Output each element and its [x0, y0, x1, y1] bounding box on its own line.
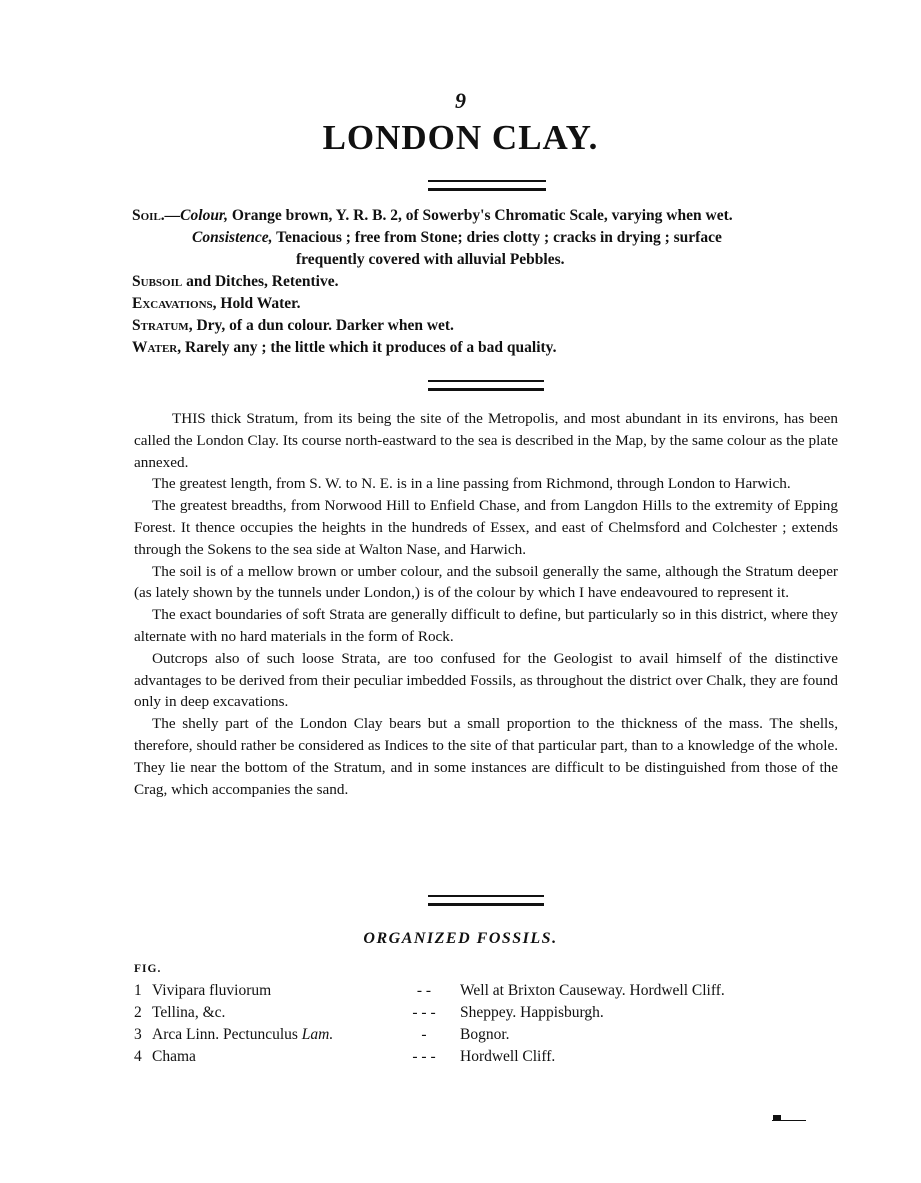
paragraph: The shelly part of the London Clay bears but a small proportion to the thickness of the mass. The shells, therefore, should rather be considered as Indices to the site of that particular part, than to a knowledge of the whole. They lie near the bottom of the Stratum, and in some instances are difficult to be distinguished from those of the Crag, which accompanies the sand. — [134, 715, 838, 798]
soil-properties-block — [132, 205, 840, 359]
excavations-line — [132, 293, 840, 315]
fossil-name-text: Chama — [152, 1048, 196, 1065]
leader-dashes: - - - — [412, 1004, 436, 1021]
fossil-list — [134, 982, 834, 1070]
paragraph: THIS thick Stratum, from its being the site of the Metropolis, and most abundant in its environs, has been called the London Clay. Its course north-eastward to the sea is described in the Map, by the same colour as the plate annexed. — [134, 410, 838, 471]
soil-consistence-continuation: frequently covered with alluvial Pebbles. — [296, 251, 565, 268]
water-label: Water, — [132, 339, 182, 356]
stratum-line — [132, 315, 840, 337]
catchword-rule — [772, 1120, 806, 1121]
fossil-name-text: Tellina, &c. — [152, 1004, 226, 1021]
fossil-name-text: Vivipara fluviorum — [152, 982, 272, 999]
list-item — [134, 1048, 834, 1070]
leader-dashes: - - - — [412, 1048, 436, 1065]
list-item — [134, 1026, 834, 1048]
double-rule-divider — [428, 895, 544, 906]
water-line — [132, 337, 840, 359]
leader-dashes: - — [421, 1026, 427, 1043]
soil-label: Soil. — [132, 207, 165, 224]
paragraph: The soil is of a mellow brown or umber colour, and the subsoil generally the same, although the Stratum deeper (as lately shown by the tunnels under London,) is of the colour by which I have endeavoured to represent it. — [134, 562, 838, 602]
stratum-text: Dry, of a dun colour. Darker when wet. — [192, 317, 454, 334]
stratum-label: Stratum, — [132, 317, 193, 334]
fig-column-label: FIG. — [134, 963, 162, 975]
colour-text: Orange brown, Y. R. B. 2, of Sowerby's Chromatic Scale, varying when wet. — [228, 207, 733, 224]
subsoil-line — [132, 271, 840, 293]
fig-number: 2 — [134, 1004, 142, 1021]
paragraph: Outcrops also of such loose Strata, are too confused for the Geologist to avail himself of the distinctive advantages to be derived from their peculiar imbedded Fossils, as throughout the district over Chalk, they are found only in deep excavations. — [134, 649, 838, 711]
fossils-heading: ORGANIZED FOSSILS. — [363, 930, 558, 947]
fig-number: 4 — [134, 1048, 142, 1065]
subsoil-text: and Ditches, Retentive. — [182, 273, 339, 290]
paragraph: The greatest breadths, from Norwood Hill to Enfield Chase, and from Langdon Hills to the extremity of Epping Forest. It thence occupies the heights in the hundreds of Essex, and east of Chelmsford and Colchester ; extends through the Sokens to the sea side at Walton Nase, and Harwich. — [134, 497, 838, 558]
fossil-name — [152, 982, 388, 1004]
excavations-text: Hold Water. — [216, 295, 301, 312]
fossil-locality: Sheppey. Happisburgh. — [460, 1004, 604, 1021]
double-rule-divider — [428, 380, 544, 391]
fossil-name — [152, 1048, 388, 1070]
fossil-name-authority: Lam. — [301, 1026, 334, 1043]
consistence-label: Consistence, — [192, 229, 273, 246]
fig-number: 1 — [134, 982, 142, 999]
double-rule-divider — [428, 180, 546, 191]
soil-consistence-line — [132, 227, 840, 249]
colour-label: —Colour, — [164, 207, 228, 224]
water-text: Rarely any ; the little which it produces of a bad quality. — [181, 339, 557, 356]
paragraph: The greatest length, from S. W. to N. E. is in a line passing from Richmond, through London to Harwich. — [152, 475, 791, 493]
list-item — [134, 982, 834, 1004]
consistence-text: Tenacious ; free from Stone; dries clotty ; cracks in drying ; surface — [272, 229, 722, 246]
excavations-label: Excavations, — [132, 295, 217, 312]
fossil-locality: Bognor. — [460, 1026, 510, 1043]
fig-number: 3 — [134, 1026, 142, 1043]
body-text — [134, 408, 838, 800]
fossil-locality: Well at Brixton Causeway. Hordwell Cliff. — [460, 982, 725, 999]
list-item — [134, 1004, 834, 1026]
page-number: 9 — [455, 88, 466, 113]
subsoil-label: Subsoil — [132, 273, 183, 290]
fossil-name-text: Arca Linn. Pectunculus — [152, 1026, 302, 1043]
soil-colour-line — [132, 205, 840, 227]
page-title: LONDON CLAY. — [322, 118, 599, 157]
paragraph: The exact boundaries of soft Strata are generally difficult to define, but particularly so in this district, where they alternate with no hard materials in the form of Rock. — [134, 606, 838, 645]
leader-dashes: - - — [416, 982, 432, 999]
fossil-name — [152, 1004, 388, 1026]
fossil-locality: Hordwell Cliff. — [460, 1048, 556, 1065]
fossil-name — [152, 1026, 388, 1048]
